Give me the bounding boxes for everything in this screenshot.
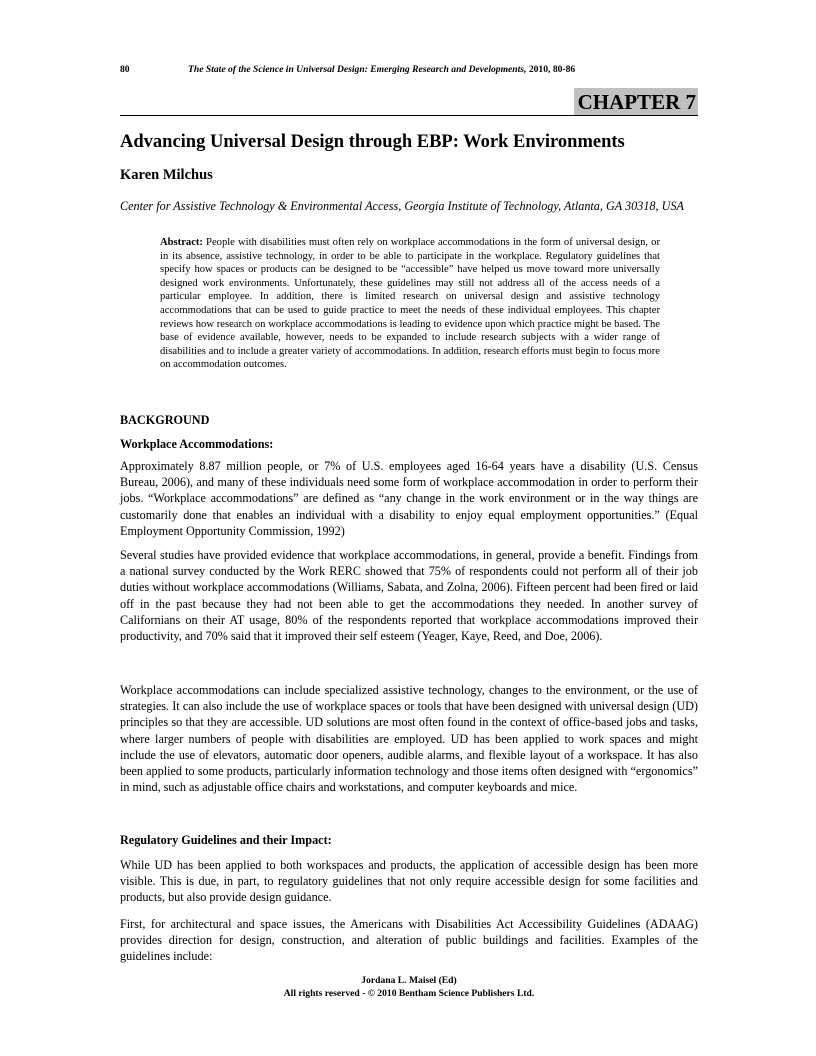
abstract	[160, 236, 660, 372]
author-name: Karen Milchus	[120, 167, 213, 183]
page-footer	[120, 975, 698, 1000]
paragraph-3: Workplace accommodations can include specialized assistive technology, changes to the environment, or the use of strategies. It can also include the use of workplace spaces or tools that have been designed with universal design (UD) principles so that they are accessible. UD solutions are most often found in the context of office-based jobs and tasks, where larger numbers of people with disabilities are employed. UD has been applied to work spaces and might include the use of elevators, automatic door openers, audible alarms, and flexible layout of a workspace. It has also been applied to some products, particularly information technology and those items often designed with “ergonomics” in mind, such as adjustable office chairs and workstations, and computer keyboards and mice.	[120, 683, 698, 795]
author-affiliation: Center for Assistive Technology & Environmental Access, Georgia Institute of Technology, Atlanta, GA 30318, USA	[120, 199, 684, 213]
journal-citation	[188, 64, 575, 75]
paragraph-5: First, for architectural and space issues, the Americans with Disabilities Act Accessibility Guidelines (ADAAG) provides direction for design, construction, and alteration of public buildings and facilities. Examples of the guidelines include:	[120, 917, 698, 964]
abstract-text: People with disabilities must often rely on workplace accommodations in the form of universal design, or in its absence, assistive technology, in order to be able to participate in the workplace. Regulatory guidelines that specify how spaces or products can be designed to be “accessible” have helped us move toward more universally designed work environments. Unfortunately, these guidelines may still not address all of the access needs of a particular employee. In addition, there is limited research on universal design and assistive technology accommodations that can be used to guide practice to meet the needs of these individual employees. This chapter reviews how research on workplace accommodations is leading to evidence upon which practice might be based. The base of evidence available, however, needs to be expanded to include research subjects with a wider range of disabilities and to include a greater variety of accommodations. In addition, research efforts must begin to focus more on accommodation outcomes.	[160, 237, 660, 371]
subheading-regulatory-guidelines: Regulatory Guidelines and their Impact:	[120, 833, 332, 847]
chapter-title: Advancing Universal Design through EBP: Work Environments	[120, 132, 625, 152]
chapter-label: CHAPTER 7	[574, 88, 698, 115]
paragraph-1: Approximately 8.87 million people, or 7% of U.S. employees aged 16-64 years have a disability (U.S. Census Bureau, 2006), and many of these individuals need some form of workplace accommodation in order to perform their jobs. “Workplace accommodations” are defined as “any change in the work environment or in the way things are customarily done that enables an individual with a disability to enjoy equal employment opportunities.” (Equal Employment Opportunity Commission, 1992)	[120, 459, 698, 538]
paragraph-2: Several studies have provided evidence that workplace accommodations, in general, provide a benefit. Findings from a national survey conducted by the Work RERC showed that 75% of respondents could not perform all of their job duties without workplace accommodations (Williams, Sabata, and Zolna, 2006). Fifteen percent had been fired or laid off in the past because they had not been able to get the accommodations they needed. In another survey of Californians on their AT usage, 80% of the respondents reported that workplace accommodations improved their productivity, and 70% said that it improved their self esteem (Yeager, Kaye, Reed, and Doe, 2006).	[120, 548, 698, 644]
paragraph-4: While UD has been applied to both workspaces and products, the application of accessible design has been more visible. This is due, in part, to regulatory guidelines that not only require accessible design for some facilities and products, but also provide design guidance.	[120, 858, 698, 905]
page-number: 80	[120, 64, 130, 75]
chapter-label-wrap	[574, 88, 698, 115]
header-rule	[120, 115, 698, 116]
abstract-label: Abstract:	[160, 237, 203, 248]
journal-title: The State of the Science in Universal Design: Emerging Research and Developments,	[188, 64, 527, 75]
section-heading-background: BACKGROUND	[120, 413, 210, 427]
subheading-workplace-accommodations: Workplace Accommodations:	[120, 437, 274, 451]
footer-editor: Jordana L. Maisel (Ed)	[361, 975, 457, 986]
journal-year-pages: 2010, 80-86	[526, 64, 576, 75]
footer-copyright: All rights reserved - © 2010 Bentham Science Publishers Ltd.	[283, 987, 535, 999]
